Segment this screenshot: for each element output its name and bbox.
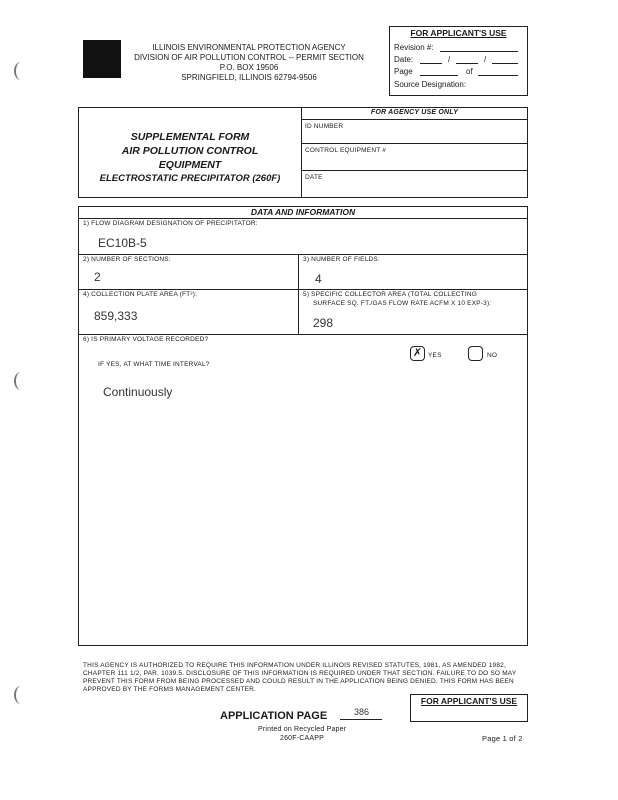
- q6-label: 6) IS PRIMARY VOLTAGE RECORDED?: [83, 336, 209, 343]
- q1-label: 1) FLOW DIAGRAM DESIGNATION OF PRECIPITATOR:: [83, 220, 258, 227]
- q5-label-line2: SURFACE SQ. FT./GAS FLOW RATE ACFM X 10 EXP-3):: [313, 300, 492, 307]
- agency-logo: [83, 40, 121, 78]
- date-label-agency: DATE: [305, 174, 323, 181]
- punch-hole-mark: [14, 372, 28, 390]
- date-label: Date:: [394, 55, 414, 64]
- date-day-field[interactable]: [456, 63, 478, 64]
- punch-hole-mark: [14, 62, 28, 80]
- divider: [301, 119, 528, 120]
- form-title-line3: EQUIPMENT: [158, 159, 222, 171]
- q2-value[interactable]: 2: [94, 270, 101, 284]
- control-equipment-label: CONTROL EQUIPMENT #: [305, 147, 387, 154]
- q5-label-line1: 5) SPECIFIC COLLECTOR AREA (TOTAL COLLECTING: [303, 291, 477, 298]
- legal-notice-line: PREVENT THIS FORM FROM BEING PROCESSED AND COULD RESULT IN THE APPLICATION BEING DENIED. THIS FORM HAS BEEN: [83, 678, 514, 685]
- revision-label: Revision #:: [394, 43, 434, 52]
- page-of-footer: Page 1 of 2: [482, 734, 523, 743]
- punch-hole-mark: [14, 686, 28, 704]
- source-designation-label: Source Designation:: [394, 80, 467, 89]
- q4-label: 4) COLLECTION PLATE AREA (FT²):: [83, 291, 198, 298]
- q6-interval-label: IF YES, AT WHAT TIME INTERVAL?: [98, 361, 210, 368]
- agency-city: SPRINGFIELD, ILLINOIS 62794-9506: [181, 73, 317, 82]
- form-title-line2: AIR POLLUTION CONTROL: [121, 145, 259, 157]
- q1-value[interactable]: EC10B-5: [98, 236, 147, 250]
- divider: [78, 289, 528, 290]
- date-year-field[interactable]: [492, 63, 518, 64]
- date-sep: /: [484, 55, 487, 64]
- footer-applicant-use-title: FOR APPLICANT'S USE: [420, 696, 518, 706]
- form-title-line1: SUPPLEMENTAL FORM: [130, 131, 250, 143]
- data-section-title: DATA AND INFORMATION: [250, 207, 356, 217]
- data-section: [78, 206, 528, 646]
- agency-use-title: FOR AGENCY USE ONLY: [370, 109, 459, 116]
- q5-value[interactable]: 298: [313, 316, 334, 330]
- page-of-label: of: [466, 67, 473, 76]
- yes-label: YES: [428, 352, 442, 359]
- agency-po-box: P.O. BOX 19506: [219, 63, 279, 72]
- page-number-field[interactable]: [420, 75, 458, 76]
- q3-label: 3) NUMBER OF FIELDS:: [303, 256, 380, 263]
- date-month-field[interactable]: [420, 63, 442, 64]
- no-checkbox[interactable]: [468, 346, 483, 361]
- divider: [301, 107, 302, 198]
- form-code: 260F-CAAPP: [280, 735, 325, 742]
- agency-name: ILLINOIS ENVIRONMENTAL PROTECTION AGENCY: [152, 43, 346, 52]
- form-title-line4: ELECTROSTATIC PRECIPITATOR (260F): [99, 173, 281, 184]
- application-page-line: [340, 719, 382, 720]
- application-page-number: 386: [354, 707, 370, 717]
- revision-field[interactable]: [440, 51, 518, 52]
- form-title: [80, 130, 300, 186]
- application-page-label: APPLICATION PAGE: [220, 710, 328, 722]
- id-number-label: ID NUMBER: [305, 123, 344, 130]
- legal-notice-line: THIS AGENCY IS AUTHORIZED TO REQUIRE THIS INFORMATION UNDER ILLINOIS REVISED STATUTES, 1981, AS AMENDED 1982,: [83, 662, 506, 669]
- yes-checkbox[interactable]: ✗: [410, 346, 425, 361]
- date-sep: /: [448, 55, 451, 64]
- divider: [301, 170, 528, 171]
- q6-interval-value[interactable]: Continuously: [103, 385, 173, 399]
- applicant-use-title: FOR APPLICANT'S USE: [410, 28, 507, 38]
- page-total-field[interactable]: [478, 75, 518, 76]
- legal-notice: [83, 662, 523, 694]
- agency-header: [118, 43, 380, 83]
- legal-notice-line: APPROVED BY THE FORMS MANAGEMENT CENTER.: [83, 686, 257, 693]
- divider: [298, 254, 299, 334]
- recycled-note: Printed on Recycled Paper: [258, 726, 347, 733]
- legal-notice-line: CHAPTER 111 1/2, PAR. 1039.5. DISCLOSURE OF THIS INFORMATION IS REQUIRED UNDER THAT SECTION. FAILURE TO DO SO MAY: [83, 670, 517, 677]
- q2-label: 2) NUMBER OF SECTIONS:: [83, 256, 171, 263]
- divider: [78, 218, 528, 219]
- q4-value[interactable]: 859,333: [94, 309, 138, 323]
- divider: [78, 334, 528, 335]
- no-label: NO: [487, 352, 498, 359]
- divider: [78, 254, 528, 255]
- page-label: Page: [394, 67, 413, 76]
- q3-value[interactable]: 4: [315, 272, 322, 286]
- divider: [301, 143, 528, 144]
- agency-division: DIVISION OF AIR POLLUTION CONTROL -- PERMIT SECTION: [134, 53, 364, 62]
